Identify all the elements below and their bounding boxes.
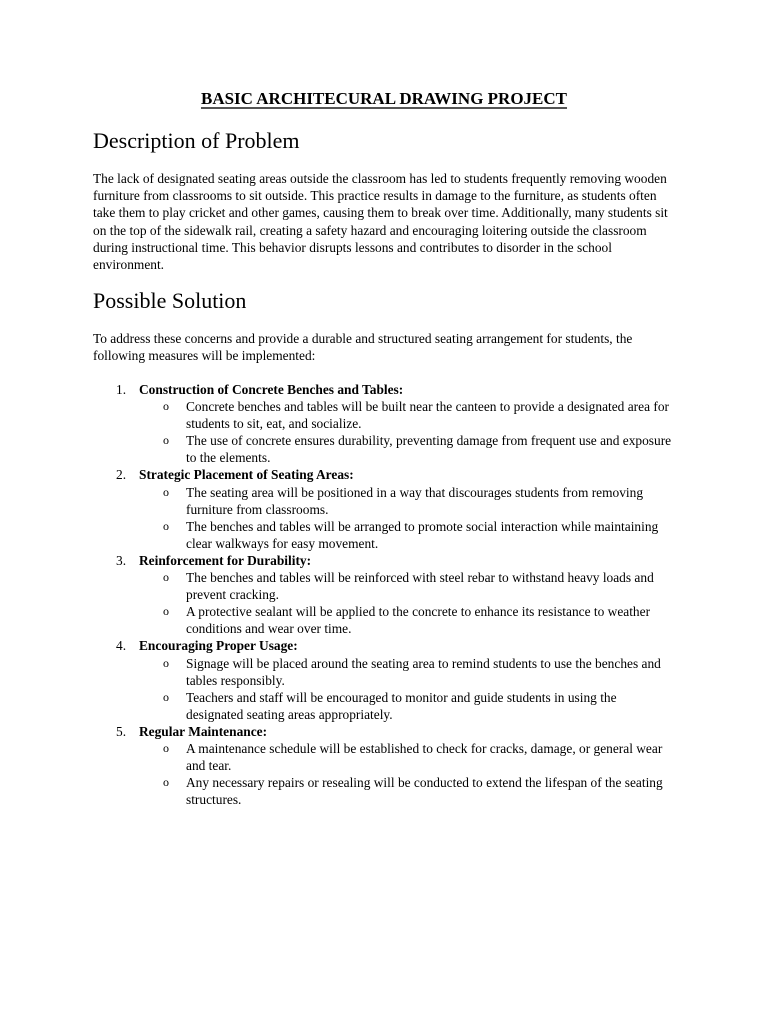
- measure-point: [93, 432, 673, 466]
- bullet-icon: o: [163, 689, 169, 704]
- measure-number: 2.: [116, 467, 127, 483]
- measure-item: [93, 466, 673, 551]
- bullet-icon: o: [163, 518, 169, 533]
- measure-point: [93, 689, 673, 723]
- measure-number: 4.: [116, 638, 127, 654]
- measure-point: [93, 484, 673, 518]
- measure-title: Strategic Placement of Seating Areas:: [139, 467, 354, 483]
- measure-title: Encouraging Proper Usage:: [139, 638, 298, 654]
- measure-item: [93, 552, 673, 637]
- measure-item: [93, 723, 673, 808]
- measure-point: [93, 774, 673, 808]
- measure-point-text: Signage will be placed around the seating area to remind students to use the benches and tables responsibly.: [186, 655, 661, 688]
- solution-intro-paragraph: To address these concerns and provide a durable and structured seating arrangement for students, the following measures will be implemented:: [93, 331, 633, 364]
- measure-item: [93, 381, 673, 466]
- bullet-icon: o: [163, 604, 169, 619]
- measure-point: [93, 569, 673, 603]
- measure-point-text: Concrete benches and tables will be built near the canteen to provide a designated area for students to sit, eat, and socialize.: [186, 399, 669, 432]
- measure-point-text: A maintenance schedule will be established to check for cracks, damage, or general wear and tear.: [186, 740, 663, 774]
- document-title: BASIC ARCHITECURAL DRAWING PROJECT: [200, 89, 568, 108]
- measure-number: 5.: [116, 723, 127, 739]
- measure-points: [139, 484, 673, 552]
- measure-title: Reinforcement for Durability:: [139, 552, 312, 568]
- solution-heading: Possible Solution: [93, 288, 247, 313]
- measure-points: [139, 398, 673, 466]
- bullet-icon: o: [163, 484, 169, 499]
- measure-item: [93, 637, 673, 722]
- measure-number: 1.: [116, 382, 127, 397]
- measure-points: [139, 655, 673, 723]
- bullet-icon: o: [163, 399, 169, 414]
- measure-point: [93, 518, 673, 552]
- measure-title: Construction of Concrete Benches and Tables:: [139, 382, 404, 397]
- measure-point-text: A protective sealant will be applied to the concrete to enhance its resistance to weather conditions and wear over time.: [186, 604, 651, 637]
- bullet-icon: o: [163, 570, 169, 585]
- measure-point-text: The benches and tables will be arranged to promote social interaction while maintaining clear walkways for easy movement.: [186, 518, 659, 551]
- measure-point: [93, 398, 673, 432]
- measure-points: [139, 569, 673, 637]
- problem-heading: Description of Problem: [93, 128, 300, 153]
- bullet-icon: o: [163, 775, 169, 790]
- measure-points: [139, 740, 673, 808]
- measure-point-text: The benches and tables will be reinforced with steel rebar to withstand heavy loads and prevent cracking.: [186, 570, 654, 603]
- measures-list: [93, 381, 673, 808]
- measure-point: [93, 603, 673, 637]
- measure-point-text: The seating area will be positioned in a way that discourages students from removing furniture from classrooms.: [186, 484, 644, 517]
- problem-paragraph: The lack of designated seating areas outside the classroom has led to students frequently removing wooden furniture from classrooms to sit outside. This practice results in damage to the furniture, as students often take them to play cricket and other games, causing them to break over time. Additionally, many students sit on the top of the sidewalk rail, creating a safety hazard and encouraging loitering outside the classroom during instructional time. This behavior disrupts lessons and contributes to disorder in the school environment.: [93, 171, 668, 273]
- measure-point-text: Any necessary repairs or resealing will be conducted to extend the lifespan of the seating structures.: [186, 775, 663, 808]
- bullet-icon: o: [163, 740, 169, 755]
- measure-point: [93, 740, 673, 774]
- measure-point: [93, 655, 673, 689]
- measure-point-text: Teachers and staff will be encouraged to monitor and guide students in using the designated seating areas appropriately.: [186, 689, 617, 722]
- measure-point-text: The use of concrete ensures durability, preventing damage from frequent use and exposure to the elements.: [186, 433, 672, 466]
- bullet-icon: o: [163, 433, 169, 448]
- measure-title: Regular Maintenance:: [139, 723, 268, 739]
- bullet-icon: o: [163, 655, 169, 670]
- measure-number: 3.: [116, 552, 127, 568]
